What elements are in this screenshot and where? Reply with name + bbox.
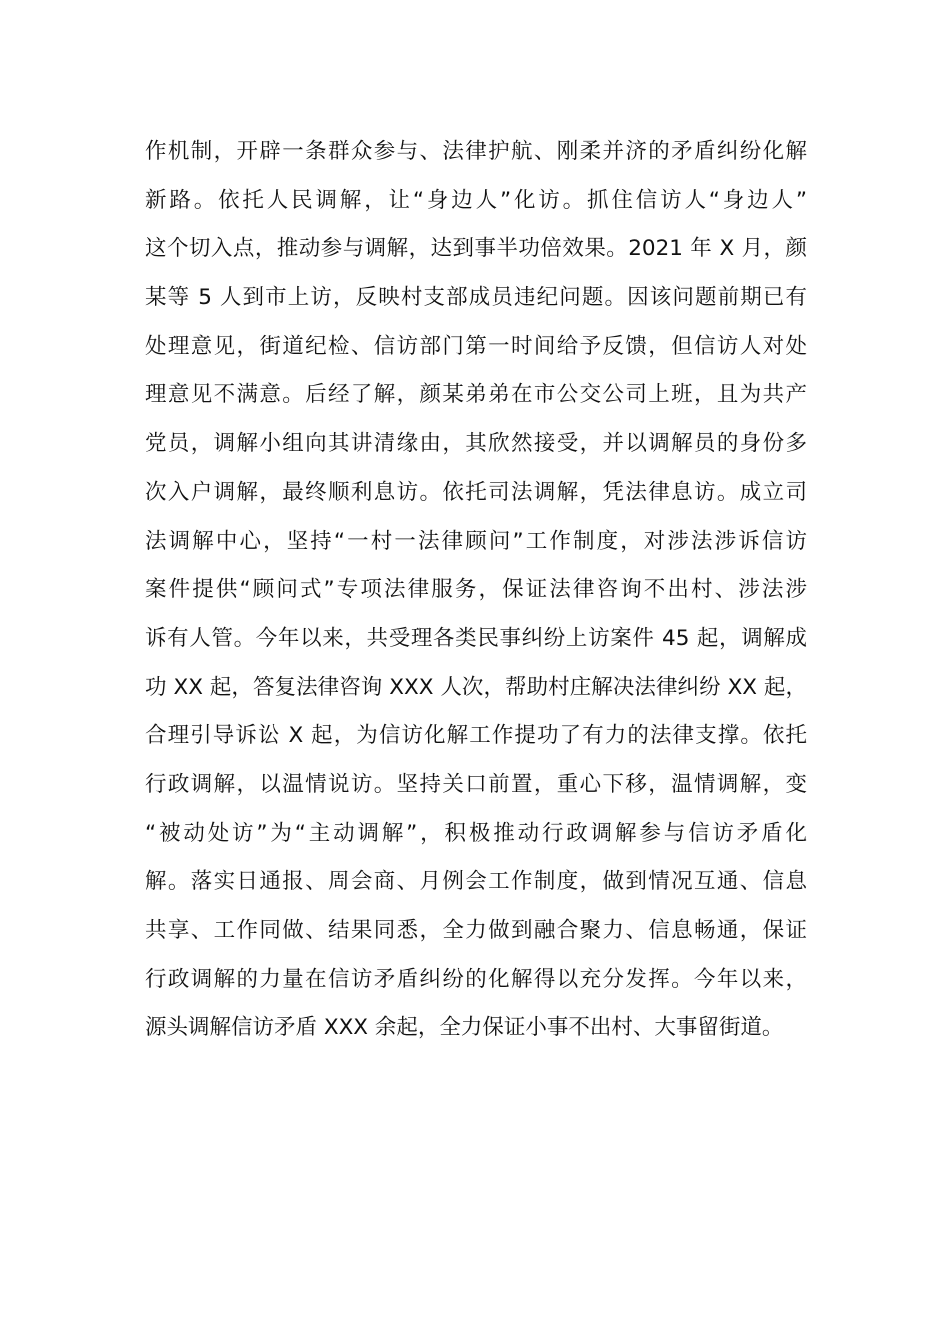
body-paragraph: [145, 128, 807, 1053]
text-line: 行政调解，以温情说访。坚持关口前置，重心下移，温情调解，变: [145, 771, 807, 797]
text-line: 解。落实日通报、周会商、月例会工作制度，做到情况互通、信息: [145, 869, 807, 895]
text-line: 某等 5 人到市上访，反映村支部成员违纪问题。因该问题前期已有: [145, 285, 807, 311]
text-line: 党员，调解小组向其讲清缘由，其欣然接受，并以调解员的身份多: [145, 431, 807, 457]
text-line: 共享、工作同做、结果同悉，全力做到融合聚力、信息畅通，保证: [145, 918, 807, 943]
text-line: 新路。依托人民调解，让“身边人”化访。抓住信访人“身边人”: [145, 187, 807, 213]
text-line: 功 XX 起，答复法律咨询 XXX 人次，帮助村庄解决法律纠纷 XX 起，: [145, 674, 807, 700]
text-line: 法调解中心，坚持“一村一法律顾问”工作制度，对涉法涉诉信访: [145, 528, 807, 554]
text-line: 案件提供“顾问式”专项法律服务，保证法律咨询不出村、涉法涉: [145, 577, 807, 603]
text-line: 处理意见，街道纪检、信访部门第一时间给予反馈，但信访人对处: [145, 333, 807, 359]
text-line: 理意见不满意。后经了解，颜某弟弟在市公交公司上班，且为共产: [145, 382, 807, 408]
text-line: 诉有人管。今年以来，共受理各类民事纠纷上访案件 45 起，调解成: [145, 625, 807, 651]
text-line: 源头调解信访矛盾 XXX 余起，全力保证小事不出村、大事留街道。: [145, 1015, 784, 1041]
text-line: 这个切入点，推动参与调解，达到事半功倍效果。2021 年 X 月，颜: [145, 236, 807, 262]
text-line: “被动处访”为“主动调解”，积极推动行政调解参与信访矛盾化: [145, 820, 807, 846]
text-line: 行政调解的力量在信访矛盾纠纷的化解得以充分发挥。今年以来，: [145, 966, 807, 992]
text-line: 次入户调解，最终顺利息访。依托司法调解，凭法律息访。成立司: [145, 479, 807, 505]
text-line: 合理引导诉讼 X 起，为信访化解工作提功了有力的法律支撑。依托: [145, 723, 807, 749]
text-line: 作机制，开辟一条群众参与、法律护航、刚柔并济的矛盾纠纷化解: [145, 139, 807, 164]
